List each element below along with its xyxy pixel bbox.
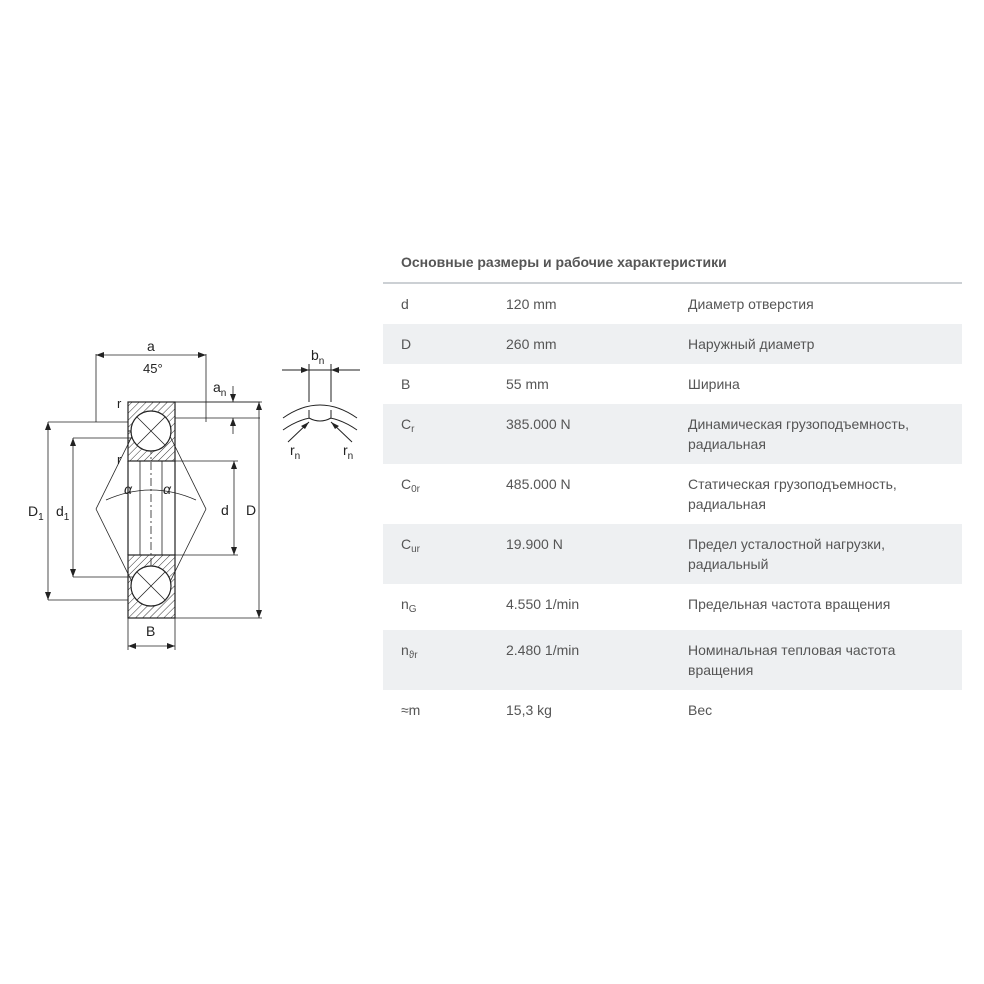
spec-symbol-base: C bbox=[401, 476, 412, 492]
spec-symbol bbox=[383, 630, 506, 690]
bearing-section-top bbox=[128, 402, 175, 461]
spec-value: 260 mm bbox=[506, 324, 688, 364]
spec-description: Ширина bbox=[688, 376, 740, 392]
label-d1: $d_1$ bbox=[56, 503, 70, 523]
spec-row bbox=[383, 690, 962, 730]
label-D1: $D_1$ bbox=[28, 503, 44, 523]
spec-symbol bbox=[383, 464, 506, 524]
label-alpha-left: α bbox=[124, 481, 132, 497]
spec-title: Основные размеры и рабочие характеристики bbox=[383, 250, 962, 284]
spec-symbol-base: D bbox=[401, 336, 412, 352]
label-r-mid: r bbox=[117, 452, 122, 467]
spec-symbol bbox=[383, 584, 506, 630]
label-D: D bbox=[246, 502, 257, 518]
spec-description: Вес bbox=[688, 702, 713, 718]
spec-symbol bbox=[383, 404, 506, 464]
spec-description: Динамическая грузоподъемность, радиальная bbox=[688, 404, 962, 464]
spec-symbol-base: C bbox=[401, 416, 412, 432]
spec-value: 2.480 1/min bbox=[506, 630, 688, 690]
spec-value: 385.000 N bbox=[506, 404, 688, 464]
label-rn-right: $r_n$ bbox=[343, 442, 354, 462]
spec-symbol-base: d bbox=[401, 296, 409, 312]
spec-row bbox=[383, 464, 962, 524]
label-B: B bbox=[146, 623, 156, 639]
spec-symbol-sub: 0r bbox=[411, 484, 421, 495]
spec-symbol-base: n bbox=[401, 596, 409, 612]
spec-symbol-base: n bbox=[401, 642, 409, 658]
spec-value: 19.900 N bbox=[506, 524, 688, 584]
spec-table-body bbox=[383, 284, 962, 730]
bearing-drawing bbox=[20, 330, 380, 660]
label-a: a bbox=[147, 338, 155, 354]
bearing-section-bottom bbox=[128, 555, 175, 618]
spec-description: Номинальная тепловая частота вращения bbox=[688, 630, 962, 690]
spec-symbol bbox=[383, 284, 506, 324]
spec-value: 485.000 N bbox=[506, 476, 571, 492]
spec-value: 4.550 1/min bbox=[506, 596, 580, 612]
spec-symbol-sub: ϑr bbox=[408, 650, 418, 661]
snap-ring-detail bbox=[282, 364, 360, 442]
spec-table bbox=[383, 284, 962, 730]
spec-symbol-base: ≈m bbox=[401, 702, 421, 718]
spec-row bbox=[383, 584, 962, 630]
spec-symbol-sub: G bbox=[408, 604, 417, 615]
spec-value: 15,3 kg bbox=[506, 702, 552, 718]
spec-symbol-base: B bbox=[401, 376, 411, 392]
label-d: d bbox=[221, 502, 229, 518]
spec-description: Статическая грузоподъемность, радиальная bbox=[688, 476, 897, 512]
spec-symbol bbox=[383, 524, 506, 584]
spec-row bbox=[383, 364, 962, 404]
spec-row bbox=[383, 630, 962, 690]
spec-symbol-sub: r bbox=[411, 424, 415, 435]
label-an: $a_n$ bbox=[213, 379, 227, 399]
label-alpha-right: α bbox=[163, 481, 171, 497]
spec-row bbox=[383, 404, 962, 464]
spec-description: Предельная частота вращения bbox=[688, 596, 891, 612]
spec-value: 120 mm bbox=[506, 296, 557, 312]
spec-description: Наружный диаметр bbox=[688, 324, 962, 364]
spec-description: Диаметр отверстия bbox=[688, 296, 814, 312]
inner-ring-lines bbox=[128, 461, 175, 555]
spec-symbol-sub: ur bbox=[411, 544, 421, 555]
label-rn-left: $r_n$ bbox=[290, 442, 301, 462]
spec-symbol bbox=[383, 690, 506, 730]
spec-symbol bbox=[383, 324, 506, 364]
spec-symbol bbox=[383, 364, 506, 404]
spec-row bbox=[383, 324, 962, 364]
spec-symbol-base: C bbox=[401, 536, 412, 552]
spec-row bbox=[383, 524, 962, 584]
label-45: 45° bbox=[143, 361, 163, 376]
spec-description: Предел усталостной нагрузки, радиальный bbox=[688, 524, 962, 584]
label-bn: $b_n$ bbox=[311, 347, 325, 367]
spec-row bbox=[383, 284, 962, 324]
label-r-top: r bbox=[117, 396, 122, 411]
spec-value: 55 mm bbox=[506, 376, 549, 392]
spec-panel bbox=[383, 250, 962, 730]
